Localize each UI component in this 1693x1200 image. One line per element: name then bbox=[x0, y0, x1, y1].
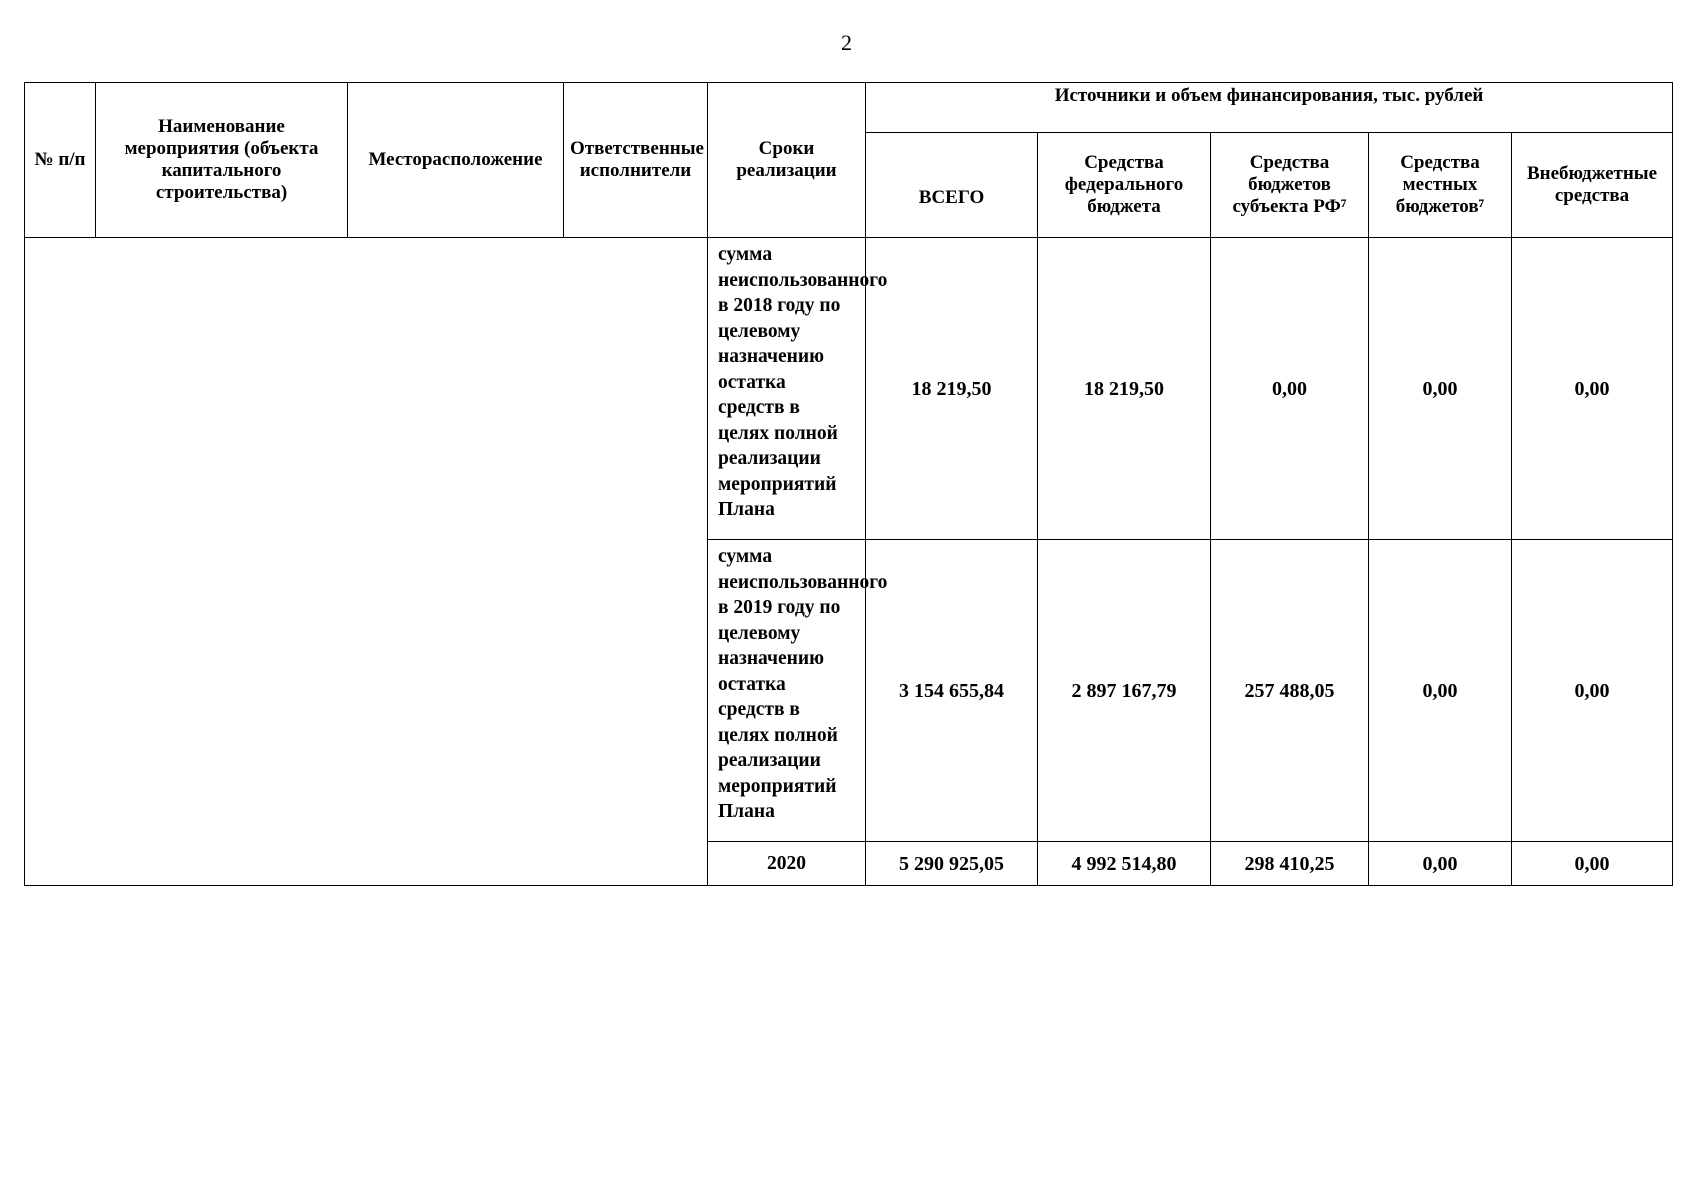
header-regional bbox=[1211, 133, 1369, 238]
header-name bbox=[96, 83, 348, 238]
header-financing-group-label: Источники и объем финансирования, тыс. рублей bbox=[1054, 85, 1484, 106]
total-cell: 3 154 655,84 bbox=[866, 540, 1038, 842]
header-responsible bbox=[564, 83, 708, 238]
header-location bbox=[348, 83, 564, 238]
header-regional-label: Средства бюджетов субъекта РФ⁷ bbox=[1232, 152, 1347, 217]
header-num-label: № п/п bbox=[34, 149, 86, 170]
header-federal-label: Средства федерального бюджета bbox=[1064, 152, 1184, 217]
header-extra-label: Внебюджетные средства bbox=[1526, 163, 1658, 206]
total-cell: 18 219,50 bbox=[866, 238, 1038, 540]
header-num bbox=[25, 83, 96, 238]
extra-cell: 0,00 bbox=[1512, 842, 1673, 886]
local-cell: 0,00 bbox=[1369, 842, 1512, 886]
header-financing-group bbox=[866, 83, 1673, 133]
federal-cell: 18 219,50 bbox=[1038, 238, 1211, 540]
financing-table bbox=[24, 82, 1673, 886]
header-period-label: Сроки реализации bbox=[736, 138, 837, 181]
regional-cell: 257 488,05 bbox=[1211, 540, 1369, 842]
local-cell: 0,00 bbox=[1369, 238, 1512, 540]
page-number: 2 bbox=[841, 30, 852, 55]
header-total-label: ВСЕГО bbox=[918, 187, 985, 208]
federal-cell: 4 992 514,80 bbox=[1038, 842, 1211, 886]
regional-cell: 298 410,25 bbox=[1211, 842, 1369, 886]
total-cell: 5 290 925,05 bbox=[866, 842, 1038, 886]
header-local-label: Средства местных бюджетов⁷ bbox=[1395, 152, 1485, 217]
header-period bbox=[708, 83, 866, 238]
extra-cell: 0,00 bbox=[1512, 238, 1673, 540]
extra-cell: 0,00 bbox=[1512, 540, 1673, 842]
merged-empty-cell bbox=[25, 238, 708, 886]
period-cell: сумма неиспользованного в 2018 году по целевому назначению остатка средств в целях полной реализации мероприятий Плана bbox=[708, 238, 866, 540]
header-extra bbox=[1512, 133, 1673, 238]
header-name-label: Наименование мероприятия (объекта капитального строительства) bbox=[124, 116, 319, 203]
header-federal bbox=[1038, 133, 1211, 238]
period-cell: сумма неиспользованного в 2019 году по целевому назначению остатка средств в целях полной реализации мероприятий Плана bbox=[708, 540, 866, 842]
table-row bbox=[25, 238, 1673, 540]
header-location-label: Месторасположение bbox=[368, 149, 543, 170]
header-total bbox=[866, 133, 1038, 238]
local-cell: 0,00 bbox=[1369, 540, 1512, 842]
header-responsible-label: Ответственные исполнители bbox=[570, 138, 704, 181]
header-local bbox=[1369, 133, 1512, 238]
regional-cell: 0,00 bbox=[1211, 238, 1369, 540]
federal-cell: 2 897 167,79 bbox=[1038, 540, 1211, 842]
period-cell: 2020 bbox=[708, 842, 866, 886]
